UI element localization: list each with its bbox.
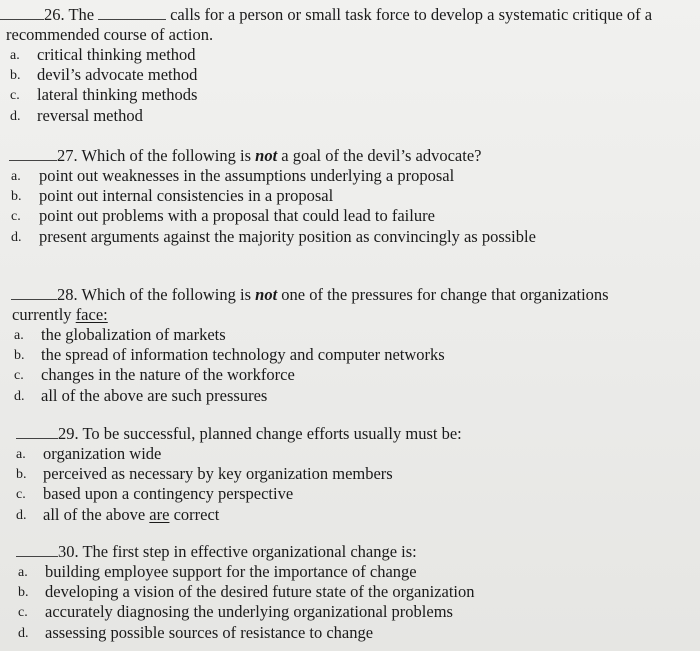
- option-d: [0, 623, 700, 643]
- question-number: 27.: [57, 146, 78, 165]
- option-text: based upon a contingency perspective: [43, 484, 294, 504]
- question-27: [0, 146, 700, 247]
- stem-text: one of the pressures for change that organizations: [281, 285, 609, 304]
- option-text: building employee support for the importance of change: [45, 562, 417, 581]
- option-letter: d.: [18, 625, 29, 641]
- option-d: [0, 227, 700, 247]
- option-letter: c.: [10, 88, 20, 104]
- question-30: [0, 542, 700, 643]
- option-text: changes in the nature of the workforce: [41, 365, 295, 385]
- answer-blank: [0, 5, 44, 20]
- option-letter: b.: [11, 189, 22, 205]
- option-text: [43, 505, 219, 525]
- option-text: perceived as necessary by key organization members: [43, 464, 393, 484]
- question-stem: [0, 5, 700, 25]
- answer-blank: [16, 542, 58, 557]
- option-a: [0, 45, 700, 65]
- option-text: assessing possible sources of resistance to change: [45, 622, 374, 642]
- option-text: organization wide: [43, 444, 162, 463]
- option-letter: b.: [18, 585, 29, 601]
- option-c: [0, 365, 700, 385]
- option-letter: c.: [16, 487, 26, 503]
- question-number: 28.: [57, 285, 78, 304]
- option-a: [0, 444, 700, 464]
- option-letter: b.: [14, 348, 25, 364]
- option-a: [0, 166, 700, 186]
- option-text: point out problems with a proposal that could lead to failure: [39, 206, 435, 226]
- option-text: devil’s advocate method: [37, 65, 198, 85]
- option-letter: d.: [11, 229, 22, 245]
- option-b: [0, 65, 700, 85]
- option-d: [0, 505, 700, 525]
- option-letter: a.: [18, 565, 28, 580]
- question-number: 30.: [58, 542, 79, 561]
- option-letter: a.: [11, 169, 21, 184]
- option-d: [0, 386, 700, 406]
- option-letter: c.: [18, 605, 28, 621]
- stem-text: currently: [12, 305, 72, 324]
- question-stem: [0, 542, 700, 562]
- option-text: lateral thinking methods: [37, 85, 198, 105]
- question-stem: [0, 146, 700, 166]
- stem-underlined: face:: [75, 305, 108, 324]
- option-text: point out internal consistencies in a proposal: [39, 186, 334, 206]
- option-letter: b.: [10, 68, 21, 84]
- stem-text: The first step in effective organizational change is:: [82, 542, 417, 561]
- option-c: [0, 602, 700, 622]
- option-text: accurately diagnosing the underlying organizational problems: [45, 602, 453, 622]
- option-letter: a.: [10, 48, 20, 63]
- question-number: 26.: [44, 5, 65, 24]
- option-text-part: correct: [173, 504, 220, 524]
- stem-emphasis: not: [255, 285, 278, 304]
- option-letter: a.: [16, 447, 26, 462]
- option-text: critical thinking method: [37, 45, 196, 64]
- option-a: [0, 562, 700, 582]
- question-stem: [0, 285, 700, 305]
- stem-text: Which of the following is: [81, 285, 252, 304]
- option-c: [0, 484, 700, 504]
- option-letter: d.: [16, 507, 27, 523]
- answer-blank: [11, 285, 57, 300]
- option-letter: c.: [14, 368, 24, 384]
- option-b: [0, 464, 700, 484]
- option-letter: d.: [14, 388, 25, 404]
- question-29: [0, 424, 700, 525]
- option-text: all of the above are such pressures: [41, 385, 268, 405]
- option-text: the globalization of markets: [41, 325, 226, 344]
- option-a: [0, 325, 700, 345]
- option-text: the spread of information technology and computer networks: [41, 345, 445, 365]
- option-letter: a.: [14, 328, 24, 343]
- stem-line-2: [0, 305, 700, 325]
- option-letter: d.: [10, 108, 21, 124]
- stem-line-2: recommended course of action.: [6, 25, 214, 44]
- option-text-underlined: are: [149, 504, 170, 524]
- fill-in-blank: [98, 5, 166, 20]
- option-d: [0, 106, 700, 126]
- option-text-part: all of the above: [43, 504, 146, 524]
- option-b: [0, 345, 700, 365]
- option-b: [0, 186, 700, 206]
- question-28: [0, 285, 700, 406]
- stem-emphasis: not: [255, 146, 278, 165]
- option-text: point out weaknesses in the assumptions underlying a proposal: [39, 166, 455, 185]
- question-26: [0, 5, 700, 126]
- answer-blank: [16, 424, 58, 439]
- stem-text: calls for a person or small task force to develop a systematic critique of a: [170, 5, 653, 24]
- option-text: developing a vision of the desired future state of the organization: [45, 582, 475, 602]
- option-text: reversal method: [37, 105, 143, 125]
- stem-text: To be successful, planned change efforts usually must be:: [82, 424, 462, 443]
- option-letter: b.: [16, 467, 27, 483]
- stem-text: The: [68, 5, 95, 24]
- stem-text: a goal of the devil’s advocate?: [281, 146, 482, 165]
- option-c: [0, 85, 700, 105]
- answer-blank: [9, 146, 57, 161]
- stem-text: Which of the following is: [81, 146, 252, 165]
- option-b: [0, 582, 700, 602]
- option-c: [0, 206, 700, 226]
- question-number: 29.: [58, 424, 79, 443]
- option-letter: c.: [11, 209, 21, 225]
- option-text: present arguments against the majority position as convincingly as possible: [39, 226, 536, 246]
- question-stem: [0, 424, 700, 444]
